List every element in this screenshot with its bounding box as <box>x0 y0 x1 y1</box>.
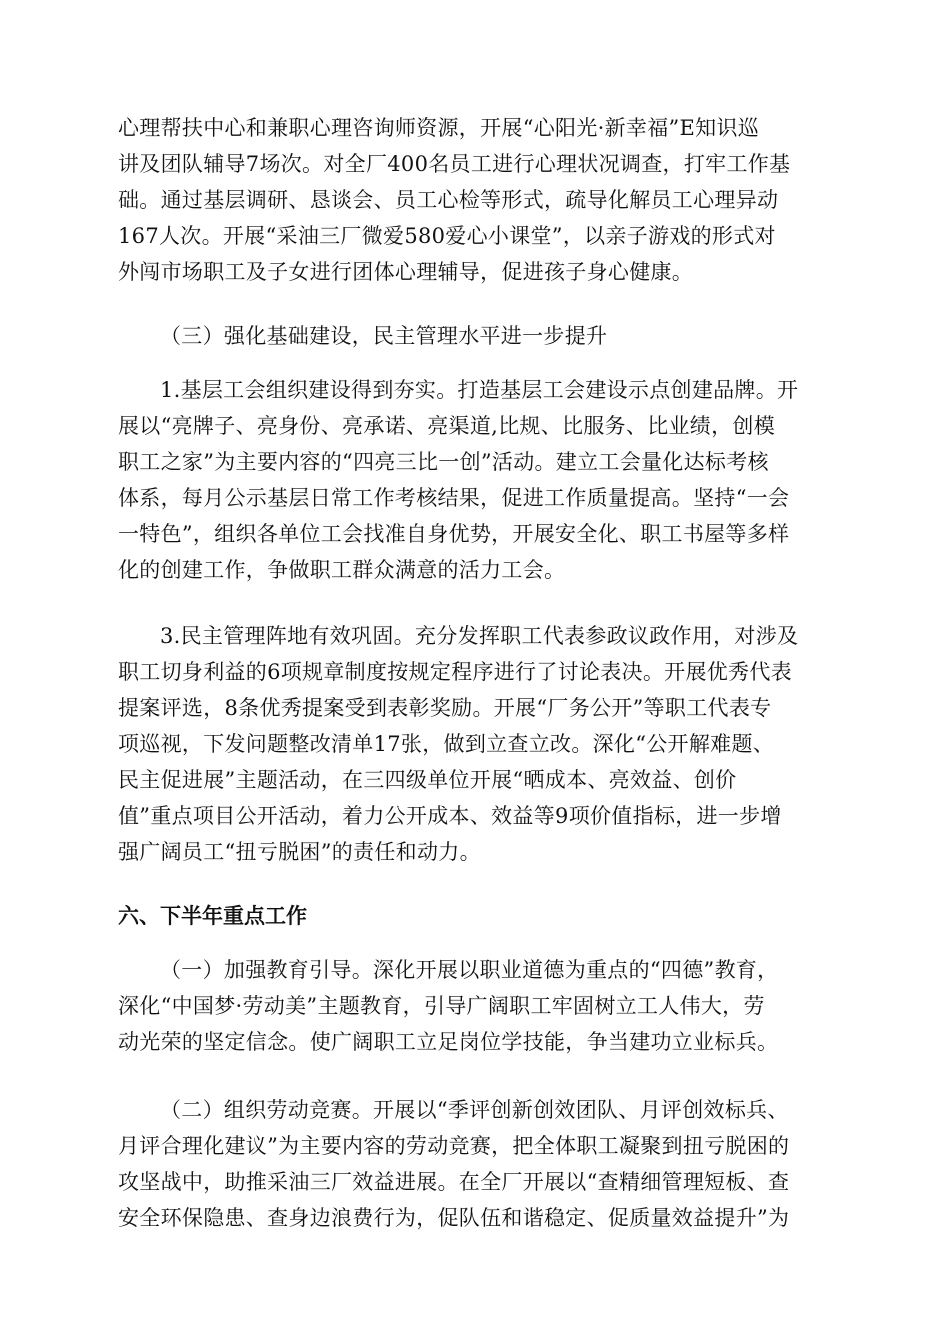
text-line: 动光荣的坚定信念。使广阔职工立足岗位学技能，争当建功立业标兵。 <box>118 1030 779 1054</box>
paragraph-psychological-support <box>118 110 838 290</box>
text-line: 民主促进展”主题活动，在三四级单位开展“晒成本、亮效益、创价 <box>118 768 737 792</box>
paragraph-labor-competition <box>118 1092 838 1236</box>
text-line: 心理帮扶中心和兼职心理咨询师资源，开展“心阳光·新幸福”E知识巡 <box>118 116 760 140</box>
text-line: 1.基层工会组织建设得到夯实。打造基层工会建设示点创建品牌。开 <box>160 378 799 402</box>
text-line: 础。通过基层调研、恳谈会、员工心检等形式，疏导化解员工心理异动 <box>118 188 779 212</box>
text-line: 项巡视，下发问题整改清单17张，做到立查立改。深化“公开解难题、 <box>118 732 775 756</box>
text-line: （三）强化基础建设，民主管理水平进一步提升 <box>160 324 608 348</box>
subsection-heading-three <box>118 318 838 354</box>
text-line: 安全环保隐患、查身边浪费行为，促队伍和谐稳定、促质量效益提升”为 <box>118 1206 790 1230</box>
text-line: 月评合理化建议”为主要内容的劳动竞赛，把全体职工凝聚到扭亏脱困的 <box>118 1134 790 1158</box>
text-line: 167人次。开展“采油三厂微爱580爱心小课堂”，以亲子游戏的形式对 <box>118 224 776 248</box>
paragraph-union-organization <box>118 372 838 588</box>
text-line: 值”重点项目公开活动，着力公开成本、效益等9项价值指标，进一步增 <box>118 804 782 828</box>
text-line: 一特色”，组织各单位工会找准自身优势，开展安全化、职工书屋等多样 <box>118 522 790 546</box>
paragraph-education-guidance <box>118 952 838 1060</box>
text-line: 职工之家”为主要内容的“四亮三比一创”活动。建立工会量化达标考核 <box>118 450 769 474</box>
text-line: 强广阔员工“扭亏脱困”的责任和动力。 <box>118 840 481 864</box>
text-line: 外闯市场职工及子女进行团体心理辅导，促进孩子身心健康。 <box>118 260 694 284</box>
section-title: 六、下半年重点工作 <box>118 904 307 928</box>
text-line: 体系，每月公示基层日常工作考核结果，促进工作质量提高。坚持“一会 <box>118 486 790 510</box>
text-line: 3.民主管理阵地有效巩固。充分发挥职工代表参政议政作用，对涉及 <box>160 624 799 648</box>
paragraph-democratic-management <box>118 618 838 870</box>
text-line: 展以“亮牌子、亮身份、亮承诺、亮渠道,比规、比服务、比业绩，创模 <box>118 414 776 438</box>
text-line: 化的创建工作，争做职工群众满意的活力工会。 <box>118 558 566 582</box>
text-line: 职工切身利益的6项规章制度按规定程序进行了讨论表决。开展优秀代表 <box>118 660 792 684</box>
text-line: 提案评选，8条优秀提案受到表彰奖励。开展“厂务公开”等职工代表专 <box>118 696 772 720</box>
text-line: （一）加强教育引导。深化开展以职业道德为重点的“四德”教育， <box>160 958 779 982</box>
text-line: 深化“中国梦·劳动美”主题教育，引导广阔职工牢固树立工人伟大，劳 <box>118 994 765 1018</box>
text-line: 讲及团队辅导7场次。对全厂400名员工进行心理状况调查，打牢工作基 <box>118 152 791 176</box>
text-line: （二）组织劳动竞赛。开展以“季评创新创效团队、月评创效标兵、 <box>160 1098 789 1122</box>
text-line: 攻坚战中，助推采油三厂效益进展。在全厂开展以“查精细管理短板、查 <box>118 1170 790 1194</box>
section-heading-six <box>118 898 838 934</box>
